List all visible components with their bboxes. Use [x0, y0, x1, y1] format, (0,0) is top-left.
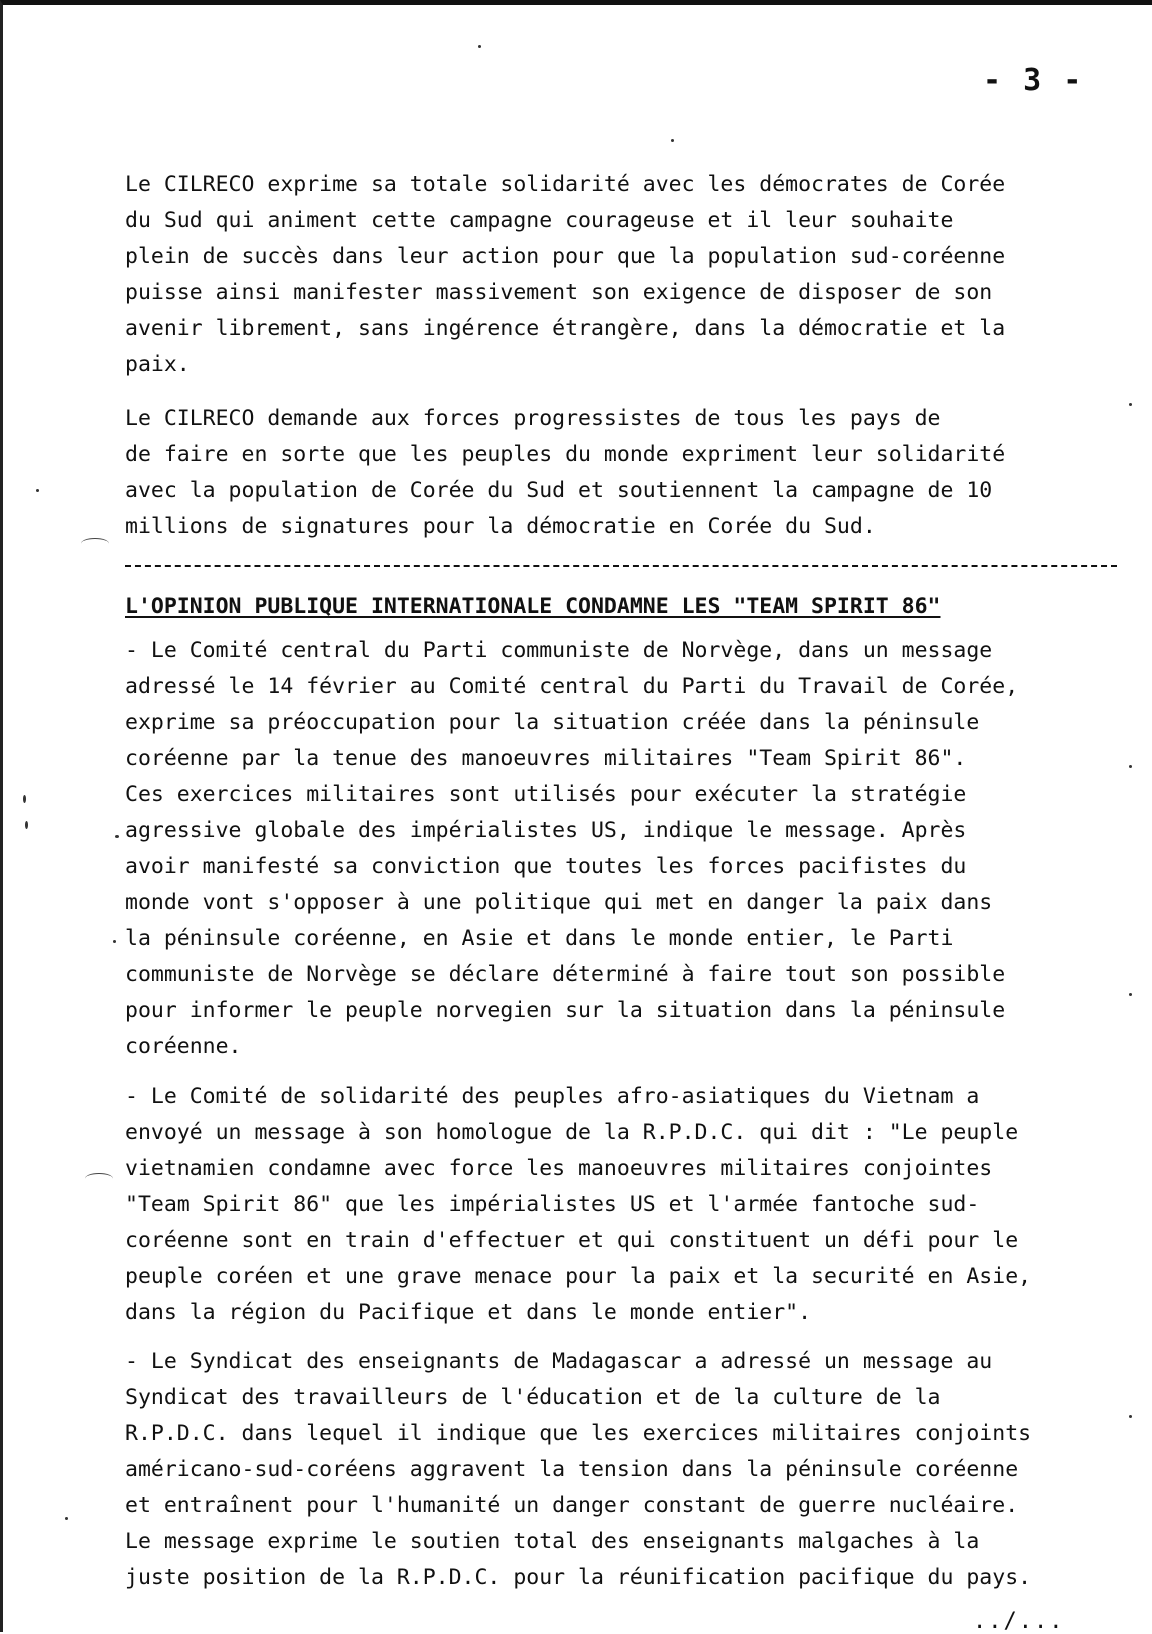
scan-speck	[23, 795, 26, 803]
scan-speck	[36, 489, 39, 492]
margin-stroke	[85, 1173, 113, 1184]
page-number: - 3 -	[983, 63, 1084, 98]
dashed-separator	[125, 565, 1117, 567]
paragraph-cilreco-solidarity: Le CILRECO exprime sa totale solidarité avec les démocrates de Corée du Sud qui animent cette campagne courageuse et il leur souhaite plein de succès dans leur action pour que la population sud-coréenne puisse ainsi manifester massivement son exigence de disposer de son avenir librement, sans ingérence étrangère, dans la démocratie et la paix.	[125, 172, 1006, 377]
paragraph-vietnam: - Le Comité de solidarité des peuples afro-asiatiques du Vietnam a envoyé un message à son homologue de la R.P.D.C. qui dit : "Le peuple vietnamien condamne avec force les manoeuvres militaires conjointes "Team Spirit 86" que les impérialistes US et l'armée fantoche sud- coréenne sont en train d'effectuer et qui constituent un défi pour le peuple coréen et une grave menace pour la paix et la securité en Asie, dans la région du Pacifique et dans le monde entier".	[125, 1084, 1032, 1325]
scan-speck	[671, 139, 674, 142]
scan-speck	[65, 1517, 68, 1520]
scan-speck	[1129, 993, 1132, 996]
paragraph-cilreco-appeal: Le CILRECO demande aux forces progressistes de tous les pays de de faire en sorte que les peuples du monde expriment leur solidarité avec la population de Corée du Sud et soutiennent la campagne de 10 millions de signatures pour la démocratie en Corée du Sud.	[125, 406, 1006, 539]
margin-stroke	[81, 538, 109, 549]
scan-speck	[25, 821, 28, 829]
paragraph-norway: - Le Comité central du Parti communiste de Norvège, dans un message adressé le 14 février au Comité central du Parti du Travail de Corée, exprime sa préoccupation pour la situation créée dans la péninsule coréenne par la tenue des manoeuvres militaires "Team Spirit 86". Ces exercices militaires sont utilisés pour exécuter la stratégie agressive globale des impérialistes US, indique le message. Après avoir manifesté sa conviction que toutes les forces pacifistes du monde vont s'opposer à une politique qui met en danger la paix dans la péninsule coréenne, en Asie et dans le monde entier, le Parti communiste de Norvège se déclare déterminé à faire tout son possible pour informer le peuple norvegien sur la situation dans la péninsule coréenne.	[125, 638, 1019, 1059]
scan-speck	[1129, 765, 1132, 768]
continuation-mark: ../...	[973, 1609, 1065, 1634]
scan-speck	[478, 45, 481, 48]
scan-speck	[113, 940, 116, 943]
paragraph-madagascar: - Le Syndicat des enseignants de Madagascar a adressé un message au Syndicat des travailleurs de l'éducation et de la culture de la R.P.D.C. dans lequel il indique que les exercices militaires conjoints américano-sud-coréens aggravent la tension dans la péninsule coréenne et entraînent pour l'humanité un danger constant de guerre nucléaire. Le message exprime le soutien total des enseignants malgaches à la juste position de la R.P.D.C. pour la réunification pacifique du pays.	[125, 1349, 1032, 1590]
scan-speck	[1129, 1415, 1132, 1418]
scan-speck	[1129, 403, 1132, 406]
scan-speck	[115, 835, 119, 838]
section-heading: L'OPINION PUBLIQUE INTERNATIONALE CONDAMNE LES "TEAM SPIRIT 86"	[125, 594, 941, 619]
